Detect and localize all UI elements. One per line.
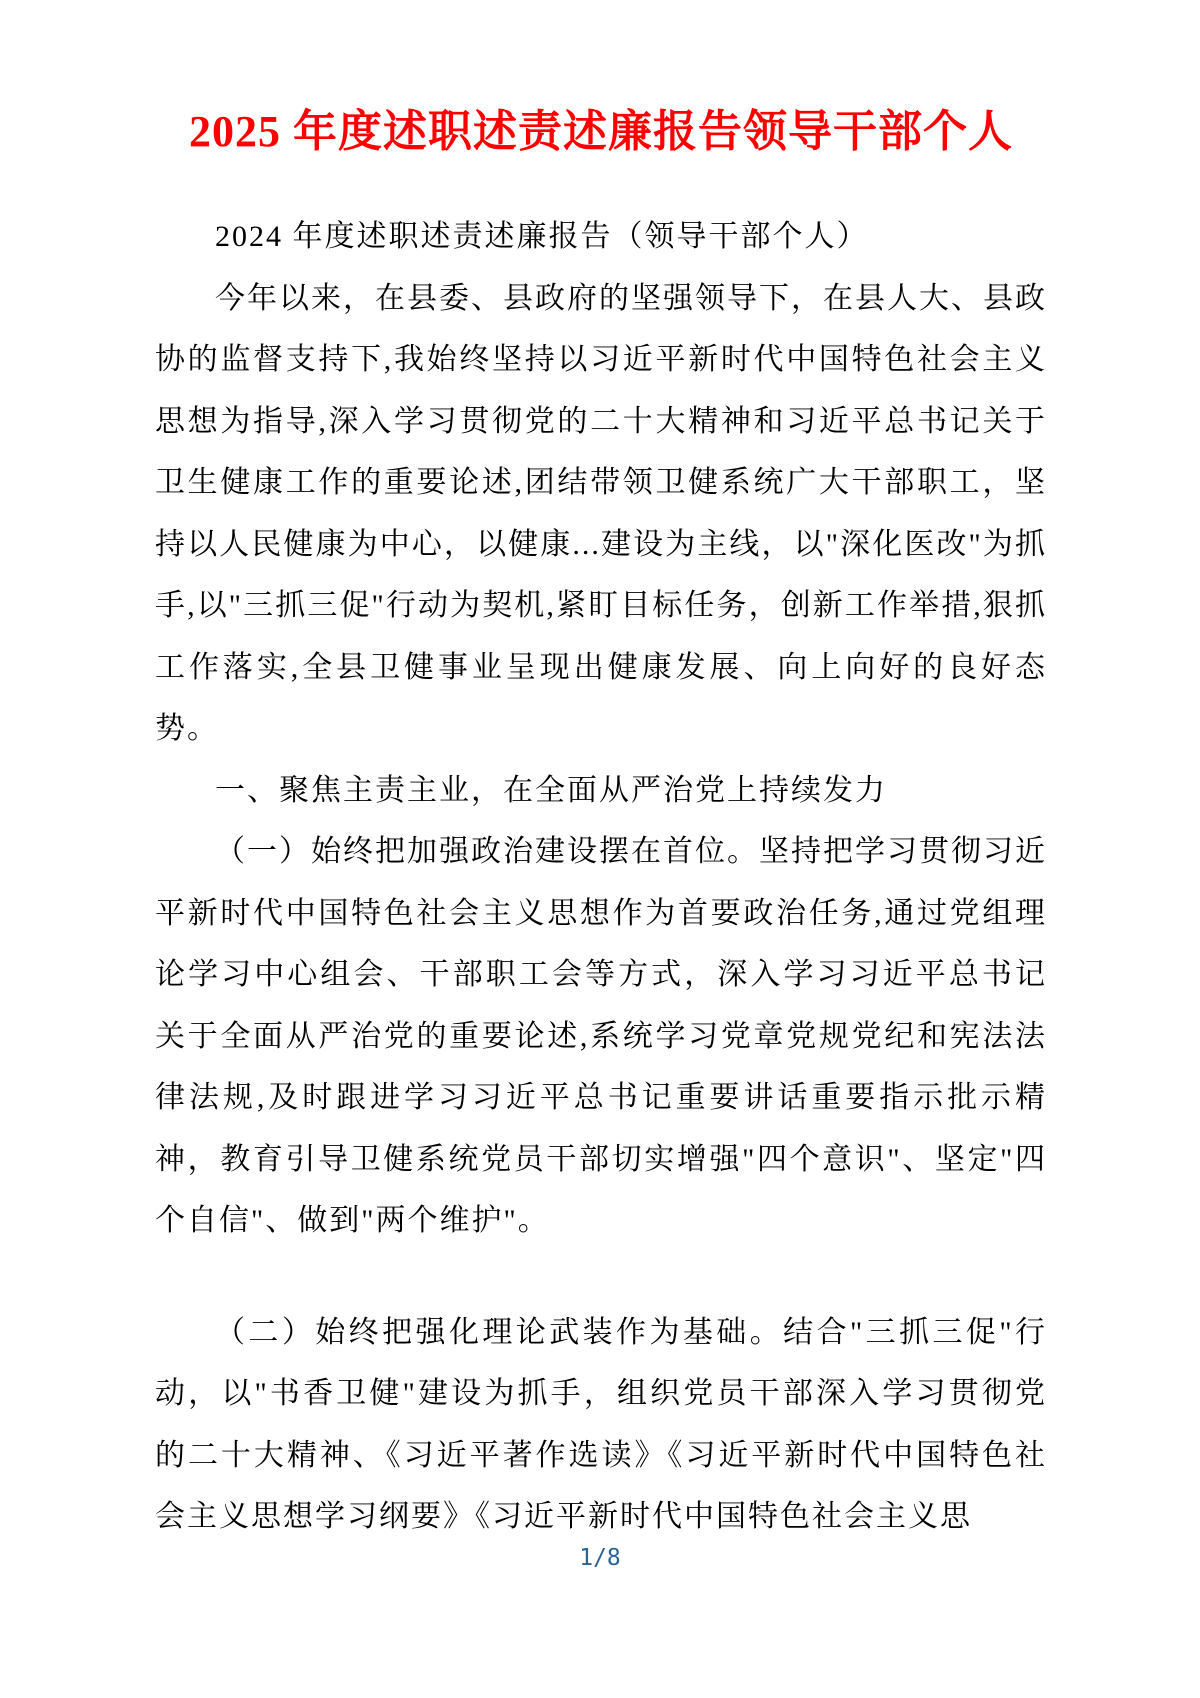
paragraph-section-heading-1: 一、聚焦主责主业，在全面从严治党上持续发力 bbox=[215, 773, 887, 807]
paragraph-subsection-1: （一）始终把加强政治建设摆在首位。坚持把学习贯彻习近平新时代中国特色社会主义思想作为首要政治任务,通过党组理论学习中心组会、干部职工会等方式，深入学习习近平总书记关于全面从严治党的重要论述,系统学习党章党规党纪和宪法法律法规,及时跟进学习习近平总书记重要讲话重要指示批示精神，教育引导卫健系统党员干部切实增强"四个意识"、坚定"四个自信"、做到"两个维护"。 bbox=[155, 835, 1047, 1237]
paragraph-subsection-2: （二）始终把强化理论武装作为基础。结合"三抓三促"行动，以"书香卫健"建设为抓手，组织党员干部深入学习贯彻党的二十大精神、《习近平著作选读》《习近平新时代中国特色社会主义思想学习纲要》《习近平新时代中国特色社会主义思 bbox=[155, 1315, 1047, 1533]
document-body bbox=[155, 206, 1047, 1548]
paragraph-report-subtitle: 2024 年度述职述责述廉报告（领导干部个人） bbox=[215, 220, 869, 253]
document-title: 2025 年度述职述责述廉报告领导干部个人 bbox=[189, 107, 1013, 156]
paragraph-introduction: 今年以来，在县委、县政府的坚强领导下，在县人大、县政协的监督支持下,我始终坚持以习近平新时代中国特色社会主义思想为指导,深入学习贯彻党的二十大精神和习近平总书记关于卫生健康工作的重要论述,团结带领卫健系统广大干部职工，坚持以人民健康为中心，以健康...建设为主线，以"深化医改"为抓手,以"三抓三促"行动为契机,紧盯目标任务，创新工作举措,狠抓工作落实,全县卫健事业呈现出健康发展、向上向好的良好态势。 bbox=[155, 281, 1047, 745]
page-number: 1/8 bbox=[579, 1545, 621, 1571]
document-content bbox=[155, 0, 1047, 1548]
